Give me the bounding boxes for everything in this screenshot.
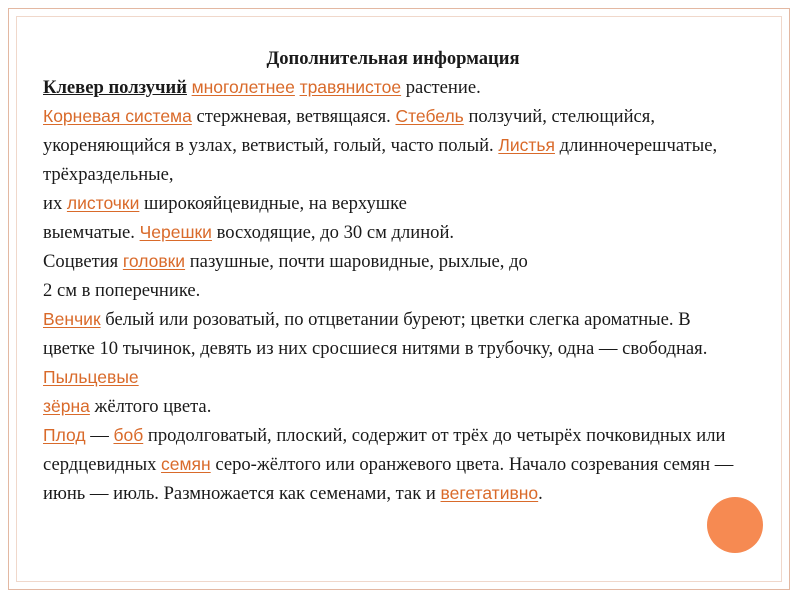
text-segment: выемчатые. <box>43 222 135 243</box>
slide-title: Дополнительная информация <box>266 48 520 69</box>
text-segment: жёлтого цвета. <box>94 396 212 417</box>
paragraph-fruit <box>43 421 743 508</box>
text-segment: длинночерешчатые, трёхраздельные, <box>43 135 718 185</box>
text-segment: белый или розоватый, по отцветании буреют; цветки слегка ароматные. В цветке 10 тычинок, девять из них сросшиеся нитями в трубочку, одна — свободная. <box>43 309 708 359</box>
text-segment: восходящие, до 30 см длиной. <box>216 222 455 243</box>
link-leaflets[interactable]: листочки <box>66 193 140 213</box>
link-leaves[interactable]: Листья <box>498 135 555 155</box>
link-vegetative[interactable]: вегетативно <box>440 483 539 503</box>
link-petioles[interactable]: Черешки <box>139 222 212 242</box>
text-segment: их <box>43 193 63 214</box>
link-heads[interactable]: головки <box>122 251 186 271</box>
text-segment: . <box>538 483 543 504</box>
link-stem[interactable]: Стебель <box>395 106 464 126</box>
text-segment: стержневая, ветвящаяся. <box>196 106 391 127</box>
link-root-system[interactable]: Корневая система <box>43 106 192 126</box>
link-seeds[interactable]: семян <box>161 454 211 474</box>
link-grains[interactable]: зёрна <box>43 396 90 416</box>
link-herbaceous[interactable]: травянистое <box>299 77 402 97</box>
link-fruit[interactable]: Плод <box>43 425 86 445</box>
text-segment: широкояйцевидные, на верхушке <box>144 193 407 214</box>
link-pollen[interactable]: Пыльцевые <box>43 367 139 387</box>
text-segment: серо-жёлтого или оранжевого цвета. Начало созревания семян — июнь — июль. Размножается как семенами, так и <box>43 454 734 504</box>
dash: — <box>90 425 109 446</box>
text-segment: продолговатый, плоский, содержит от трёх до четырёх почковидных или сердцевидных <box>43 425 726 475</box>
text-segment: Соцветия <box>43 251 119 272</box>
link-bean[interactable]: боб <box>113 425 144 445</box>
slide-content <box>43 44 743 508</box>
paragraph-description <box>43 73 743 305</box>
text-segment: ползучий, стелющийся, укореняющийся в узлах, ветвистый, голый, часто полый. <box>43 106 655 156</box>
paragraph-flower <box>43 305 743 421</box>
link-corolla[interactable]: Венчик <box>43 309 101 329</box>
text-segment: растение. <box>405 77 481 98</box>
plant-name: Клевер ползучий <box>43 77 187 98</box>
link-perennial[interactable]: многолетнее <box>191 77 295 97</box>
text-segment: пазушные, почти шаровидные, рыхлые, до <box>189 251 528 272</box>
text-segment: 2 см в поперечнике. <box>43 280 201 301</box>
